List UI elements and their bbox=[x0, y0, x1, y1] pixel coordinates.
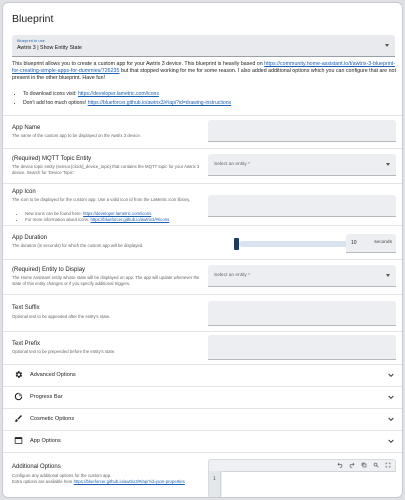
divider bbox=[3, 148, 403, 149]
duration-number-input[interactable] bbox=[346, 234, 396, 253]
cog-icon bbox=[14, 370, 23, 379]
editor-gutter bbox=[209, 471, 221, 497]
additional-title: Additional Options bbox=[12, 464, 61, 470]
prefix-desc: Optional text to be prepended before the entity's state. bbox=[12, 349, 116, 354]
additional-desc-2 bbox=[12, 479, 207, 485]
app-name-title: App Name bbox=[12, 125, 41, 131]
fullscreen-icon[interactable] bbox=[385, 462, 391, 468]
entity-desc: The Home Assistant entity whose state will be displayed on app. The app will update whenever the state of this entity changes or if you specify additional triggers. bbox=[12, 275, 200, 286]
mqtt-placeholder: Select an entity * bbox=[214, 162, 250, 167]
editor-toolbar bbox=[337, 462, 391, 468]
bullet-text: New icons can be found here: bbox=[25, 211, 84, 216]
divider bbox=[3, 259, 403, 260]
brush-icon bbox=[14, 414, 23, 423]
blueprint-description bbox=[12, 61, 396, 83]
app-icon-title: App Icon bbox=[12, 189, 36, 195]
json-properties-link[interactable]: https://blueforcer.github.io/awtrix3/#/api?id=json-properties bbox=[73, 479, 185, 484]
section-app-options[interactable] bbox=[3, 430, 403, 452]
duration-title: App Duration bbox=[12, 235, 48, 241]
section-title: Cosmetic Options bbox=[30, 416, 75, 422]
app-icon-input[interactable] bbox=[208, 195, 396, 217]
chevron-down-icon bbox=[387, 393, 395, 401]
section-title: Progress Bar bbox=[30, 394, 63, 400]
copy-icon[interactable] bbox=[361, 462, 367, 468]
section-progress-bar[interactable] bbox=[3, 386, 403, 408]
icons-info-link[interactable]: https://blueforcer.github.io/awtrix3/#/icons bbox=[90, 216, 170, 222]
prefix-title: Text Prefix bbox=[12, 341, 41, 347]
divider bbox=[3, 225, 403, 226]
section-title: Advanced Options bbox=[30, 372, 76, 378]
divider bbox=[3, 115, 403, 116]
suffix-desc: Optional text to be appended after the entity's state. bbox=[12, 314, 111, 319]
chevron-down-icon bbox=[387, 371, 395, 379]
chevron-down-icon bbox=[387, 415, 395, 423]
description-bullets bbox=[23, 90, 231, 108]
progress-icon bbox=[14, 392, 23, 401]
drawing-instructions-link[interactable]: https://blueforcer.github.io/awtrix3/#/api?id=drawing-instructions bbox=[87, 100, 232, 106]
blueprint-select[interactable] bbox=[12, 35, 395, 57]
card-title: Blueprint bbox=[12, 13, 54, 25]
line-number: 1 bbox=[213, 477, 216, 482]
entity-title: (Required) Entity to Display bbox=[12, 267, 86, 273]
new-icons-link[interactable]: https://developer.lametric.com/icons bbox=[83, 211, 152, 216]
entity-placeholder: Select an entity * bbox=[214, 273, 250, 278]
blueprint-card bbox=[2, 2, 403, 498]
community-link[interactable]: https://community.home-assistant.io/t/awtrix-3-blueprint-for-creating-simple-apps-for-dummies/726235 bbox=[12, 61, 396, 75]
blueprint-select-value: Awtrix 3 | Show Entity State bbox=[17, 45, 82, 51]
duration-value: 10 bbox=[351, 240, 357, 246]
app-window-icon bbox=[14, 436, 23, 445]
bullet-text: For more information about icons: bbox=[25, 216, 91, 222]
additional-desc-1: Configure any additional options for the custom app. bbox=[12, 473, 112, 478]
app-name-desc: The name of the custom app to be displayed on the Awtrix 3 device. bbox=[12, 133, 141, 138]
bullet-icons-info bbox=[25, 217, 169, 223]
additional-desc-text: Extra options are available here bbox=[12, 479, 74, 484]
additional-options-editor[interactable] bbox=[208, 459, 396, 498]
description-text-2: but that stopped working for me for some reason. I also added additional options which you can configure that are not present in the other blueprint. Have fun! bbox=[12, 68, 396, 82]
bullet-icons bbox=[23, 90, 231, 99]
divider bbox=[3, 452, 403, 453]
section-advanced-options[interactable] bbox=[3, 364, 403, 386]
chevron-down-icon bbox=[387, 437, 395, 445]
mqtt-title: (Required) MQTT Topic Entity bbox=[12, 156, 92, 162]
duration-unit: seconds bbox=[374, 240, 392, 245]
bullet-text: Don't add too much options! bbox=[23, 100, 88, 106]
bullet-text: To download icons visit: bbox=[23, 91, 78, 97]
dropdown-caret-icon bbox=[386, 274, 390, 277]
bullet-options bbox=[23, 99, 231, 108]
duration-slider-handle[interactable] bbox=[234, 238, 239, 250]
divider bbox=[3, 294, 403, 295]
app-icon-desc: The icon to be displayed for the custom app. Use a valid icon id from the LaMetric icon library. bbox=[12, 197, 191, 202]
redo-icon[interactable] bbox=[349, 462, 355, 468]
search-icon[interactable] bbox=[373, 462, 379, 468]
duration-desc: The duration (in seconds) for which the custom app will be displayed. bbox=[12, 243, 144, 248]
entity-select[interactable] bbox=[208, 265, 396, 287]
dropdown-caret-icon bbox=[385, 44, 389, 47]
mqtt-entity-select[interactable] bbox=[208, 154, 396, 176]
blueprint-select-label: Blueprint to use bbox=[17, 38, 45, 43]
suffix-input[interactable] bbox=[208, 301, 396, 326]
app-name-input[interactable] bbox=[208, 120, 396, 142]
suffix-title: Text Suffix bbox=[12, 305, 40, 311]
icons-link[interactable]: https://developer.lametric.com/icons bbox=[77, 91, 159, 97]
dropdown-caret-icon bbox=[386, 163, 390, 166]
undo-icon[interactable] bbox=[337, 462, 343, 468]
app-icon-bullets bbox=[25, 211, 169, 222]
divider bbox=[3, 331, 403, 332]
mqtt-desc: The device topic entity (sensor.[clock]_device_topic) that contains the MQTT topic for your Awtrix 3 device. Search for 'Device Topic'. bbox=[12, 164, 200, 175]
divider bbox=[3, 183, 403, 184]
section-title: App Options bbox=[30, 438, 61, 444]
code-editor[interactable] bbox=[222, 471, 396, 497]
prefix-input[interactable] bbox=[208, 335, 396, 360]
description-text-1: This blueprint allows you to create a custom app for your Awtrix 3 device. This blueprint is heavily based on bbox=[12, 61, 265, 67]
section-cosmetic-options[interactable] bbox=[3, 408, 403, 430]
